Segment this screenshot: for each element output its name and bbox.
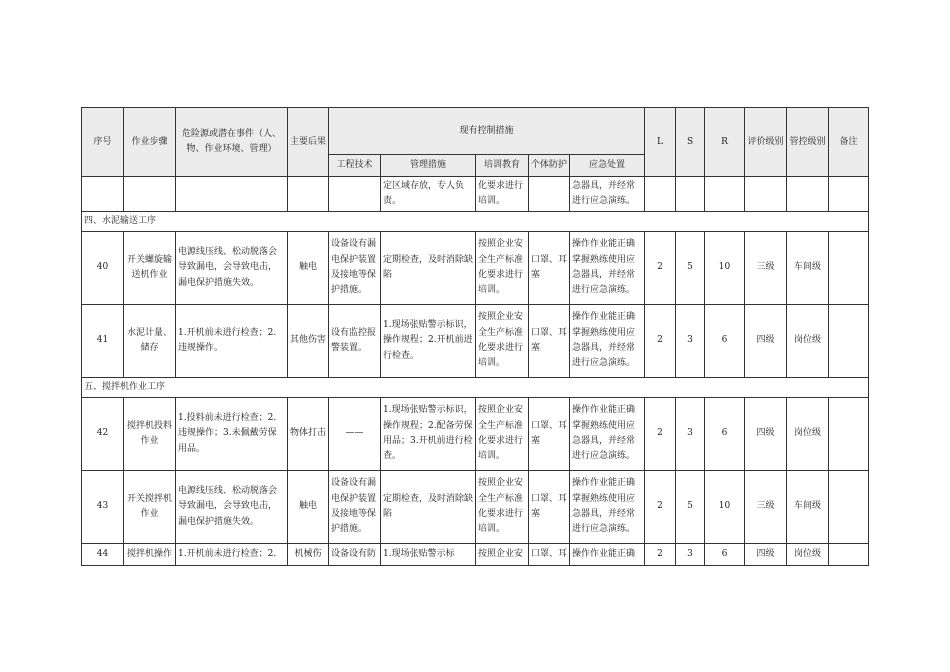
cell-management: 定期检查，及时消除缺陷 xyxy=(381,471,476,544)
header-r: R xyxy=(705,108,745,177)
header-management: 管理措施 xyxy=(381,155,476,177)
cell-no: 41 xyxy=(82,305,124,378)
cell-r: 10 xyxy=(705,471,745,544)
cell-ctrl-level: 岗位级 xyxy=(787,398,829,471)
cell-engineering: 设备设有漏电保护装置及接地等保护措施。 xyxy=(329,471,381,544)
cell-r: 6 xyxy=(705,544,745,566)
cell-hazard: 1.开机前未进行检查；2.违规操作。 xyxy=(176,305,288,378)
cell-no: 42 xyxy=(82,398,124,471)
cell-ppe: 口罩、耳塞 xyxy=(529,471,570,544)
header-level: 评价级别 xyxy=(745,108,787,177)
header-emergency: 应急处置 xyxy=(570,155,645,177)
cell-consequence: 触电 xyxy=(288,471,329,544)
cell-s: 3 xyxy=(676,398,705,471)
cell-s: 3 xyxy=(676,544,705,566)
header-l: L xyxy=(645,108,676,177)
header-ctrl-level: 管控级别 xyxy=(787,108,829,177)
cell-emergency: 操作作业能正确掌握熟练使用应急器具，并经常进行应急演练。 xyxy=(570,232,645,305)
header-no: 序号 xyxy=(82,108,124,177)
table-row-continued xyxy=(82,177,869,212)
cell-l: 2 xyxy=(645,471,676,544)
header-ppe: 个体防护 xyxy=(529,155,570,177)
cell-ppe: 口罩、耳塞 xyxy=(529,398,570,471)
cell-r: 6 xyxy=(705,305,745,378)
cell-ctrl-level: 车间级 xyxy=(787,232,829,305)
cell-remark xyxy=(829,305,869,378)
cell-r: 6 xyxy=(705,398,745,471)
cell-management: 定区域存放，专人负责。 xyxy=(381,177,476,212)
cell-engineering: 设有监控报警装置。 xyxy=(329,305,381,378)
cell-hazard: 1.投料前未进行检查；2.违规操作；3.未佩戴劳保用品。 xyxy=(176,398,288,471)
cell-no: 40 xyxy=(82,232,124,305)
cell-training: 按照企业安 xyxy=(476,544,529,566)
cell-emergency: 操作作业能正确掌握熟练使用应急器具，并经常进行应急演练。 xyxy=(570,305,645,378)
cell-remark xyxy=(829,398,869,471)
cell-training: 按照企业安全生产标准化要求进行培训。 xyxy=(476,232,529,305)
header-s: S xyxy=(676,108,705,177)
header-training: 培训教育 xyxy=(476,155,529,177)
cell-emergency: 操作作业能正确掌握熟练使用应急器具，并经常进行应急演练。 xyxy=(570,398,645,471)
cell-emergency: 操作作业能正确掌握熟练使用应急器具，并经常进行应急演练。 xyxy=(570,471,645,544)
cell-training: 按照企业安全生产标准化要求进行培训。 xyxy=(476,471,529,544)
cell-ppe: 口罩、耳 xyxy=(529,544,570,566)
cell-l: 2 xyxy=(645,232,676,305)
cell-training: 按照企业安全生产标准化要求进行培训。 xyxy=(476,305,529,378)
section-row xyxy=(82,378,869,398)
cell-emergency: 操作作业能正确 xyxy=(570,544,645,566)
table-row-partial xyxy=(82,544,869,566)
cell-s: 3 xyxy=(676,305,705,378)
table-row xyxy=(82,398,869,471)
cell-training: 化要求进行培训。 xyxy=(476,177,529,212)
cell-hazard: 电源线压线、松动脱落会导致漏电，会导致电击，漏电保护措施失效。 xyxy=(176,471,288,544)
cell-step: 开关搅拌机作业 xyxy=(124,471,176,544)
table-row xyxy=(82,305,869,378)
section-title: 四、水泥输送工序 xyxy=(82,212,869,232)
table-row xyxy=(82,232,869,305)
cell-engineering: —— xyxy=(329,398,381,471)
cell-remark xyxy=(829,471,869,544)
cell-level: 三级 xyxy=(745,232,787,305)
cell-ctrl-level: 岗位级 xyxy=(787,305,829,378)
cell-s: 5 xyxy=(676,471,705,544)
section-row xyxy=(82,212,869,232)
cell-ppe: 口罩、耳塞 xyxy=(529,232,570,305)
cell-consequence: 机械伤 xyxy=(288,544,329,566)
cell-management: 1.现场张贴警示标识，操作规程；2.开机前进行检查。 xyxy=(381,305,476,378)
cell-consequence: 物体打击 xyxy=(288,398,329,471)
cell-step: 水泥计量、储存 xyxy=(124,305,176,378)
risk-assessment-table xyxy=(81,107,869,566)
cell-ctrl-level: 车间级 xyxy=(787,471,829,544)
cell-consequence: 触电 xyxy=(288,232,329,305)
header-consequence: 主要后果 xyxy=(288,108,329,177)
header-engineering: 工程技术 xyxy=(329,155,381,177)
cell-management: 1.现场张贴警示标 xyxy=(381,544,476,566)
cell-l: 2 xyxy=(645,305,676,378)
cell-level: 四级 xyxy=(745,398,787,471)
cell-management: 定期检查，及时消除缺陷 xyxy=(381,232,476,305)
cell-no: 43 xyxy=(82,471,124,544)
cell-ctrl-level: 岗位级 xyxy=(787,544,829,566)
cell-step: 开关螺旋输送机作业 xyxy=(124,232,176,305)
header-hazard: 危险源或潜在事件（人、物、作业环境、管理） xyxy=(176,108,288,177)
cell-ppe: 口罩、耳塞 xyxy=(529,305,570,378)
cell-level: 三级 xyxy=(745,471,787,544)
cell-level: 四级 xyxy=(745,544,787,566)
cell-remark xyxy=(829,232,869,305)
header-controls: 现有控制措施 xyxy=(329,108,645,155)
cell-no: 44 xyxy=(82,544,124,566)
cell-s: 5 xyxy=(676,232,705,305)
header-step: 作业步骤 xyxy=(124,108,176,177)
cell-management: 1.现场张贴警示标识，操作规程；2.配备劳保用品；3.开机前进行检查。 xyxy=(381,398,476,471)
cell-l: 2 xyxy=(645,398,676,471)
cell-level: 四级 xyxy=(745,305,787,378)
cell-r: 10 xyxy=(705,232,745,305)
cell-step: 搅拌机操作 xyxy=(124,544,176,566)
cell-hazard: 1.开机前未进行检查；2. xyxy=(176,544,288,566)
cell-engineering: 设备设有漏电保护装置及接地等保护措施。 xyxy=(329,232,381,305)
cell-training: 按照企业安全生产标准化要求进行培训。 xyxy=(476,398,529,471)
cell-step: 搅拌机投料作业 xyxy=(124,398,176,471)
cell-engineering: 设备设有防 xyxy=(329,544,381,566)
cell-remark xyxy=(829,544,869,566)
cell-consequence: 其他伤害 xyxy=(288,305,329,378)
table-row xyxy=(82,471,869,544)
cell-hazard: 电源线压线、松动脱落会导致漏电，会导致电击，漏电保护措施失效。 xyxy=(176,232,288,305)
cell-l: 2 xyxy=(645,544,676,566)
section-title: 五、搅拌机作业工序 xyxy=(82,378,869,398)
header-remark: 备注 xyxy=(829,108,869,177)
cell-emergency: 急器具，并经常进行应急演练。 xyxy=(570,177,645,212)
